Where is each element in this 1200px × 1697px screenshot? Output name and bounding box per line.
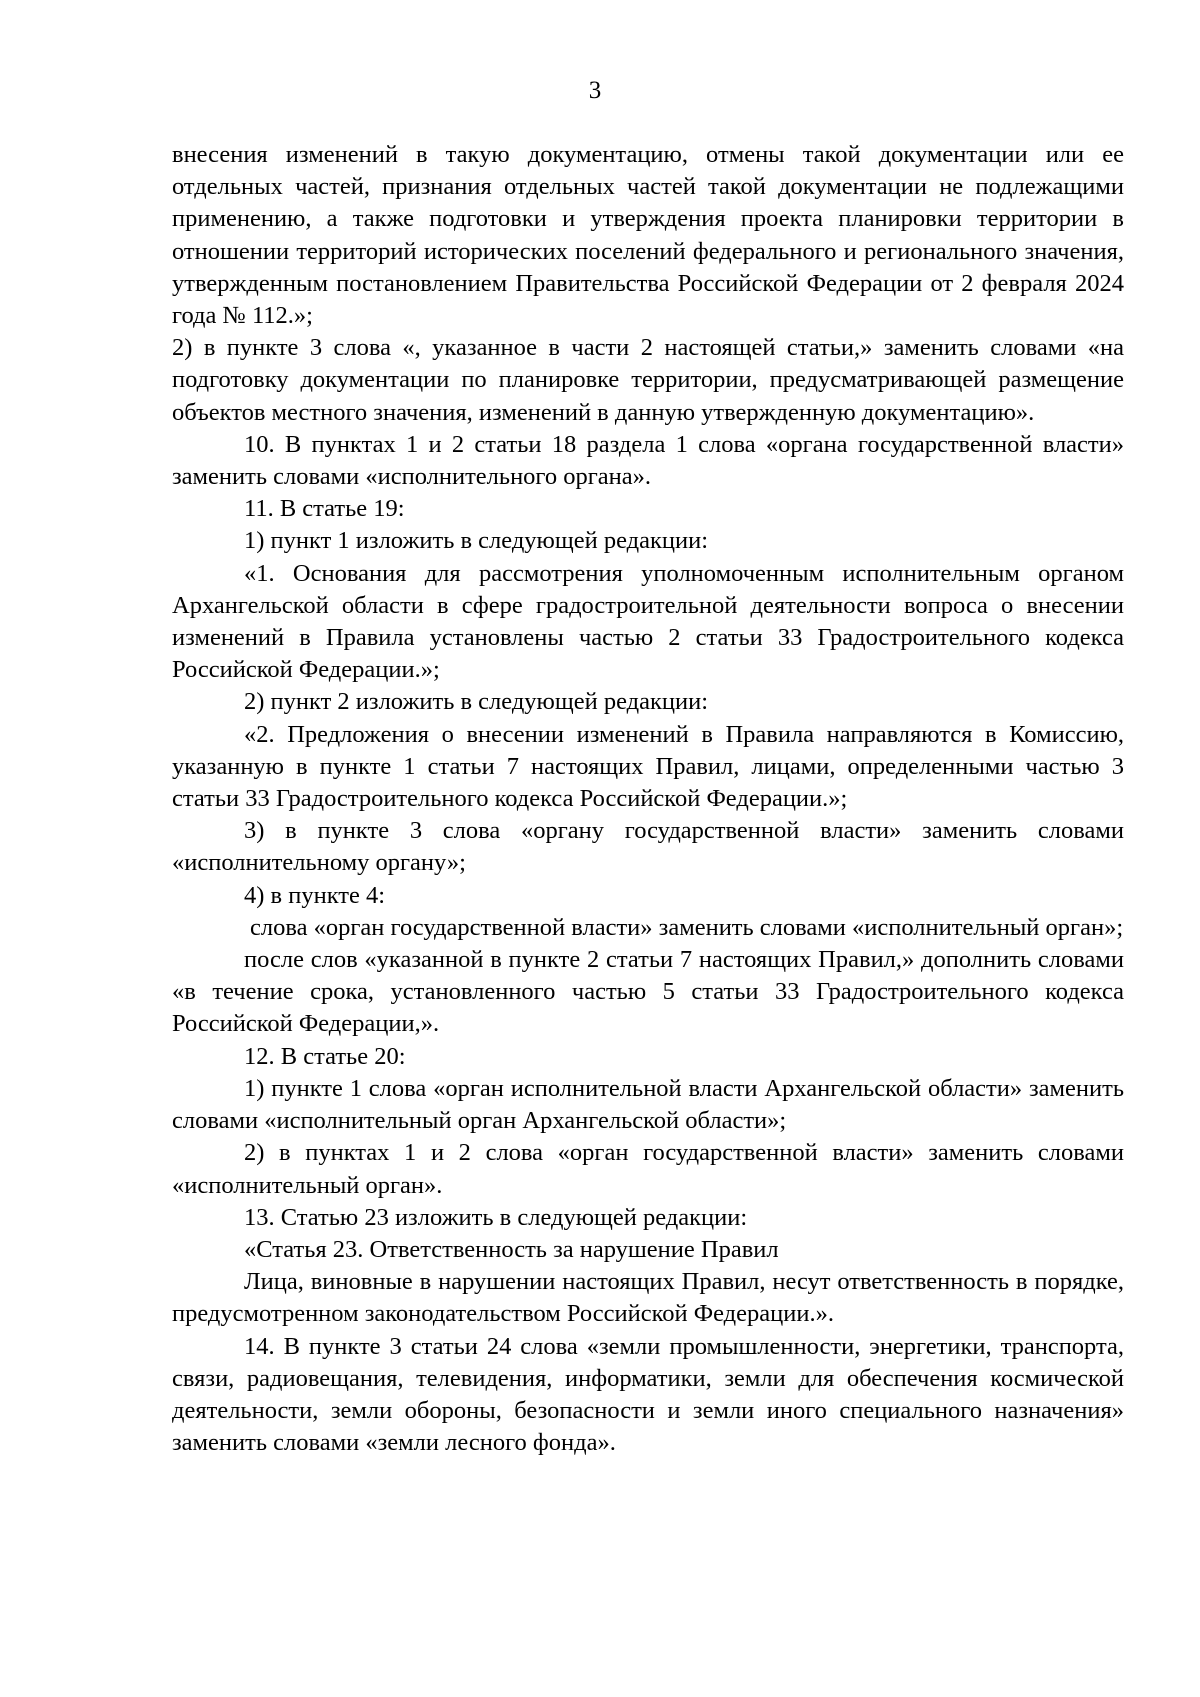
paragraph-item-13: 13. Статью 23 изложить в следующей редакции: (244, 1203, 748, 1231)
page-number: 3 (588, 77, 602, 104)
paragraph-article-23-title: «Статья 23. Ответственность за нарушение Правил (244, 1235, 779, 1263)
paragraph-item-10: 10. В пунктах 1 и 2 статьи 18 раздела 1 слова «органа государственной власти» заменить словами «исполнительного органа». (172, 430, 1124, 491)
paragraph-item-11-3: 3) в пункте 3 слова «органу государственной власти» заменить словами «исполнительному органу»; (172, 817, 1124, 877)
paragraph-item-11-4: 4) в пункте 4: (244, 881, 386, 909)
paragraph-quote-1: «1. Основания для рассмотрения уполномоченным исполнительным органом Архангельской области в сфере градостроительной деятельности вопроса о внесении изменений в Правила установлены частью 2 статьи 33 Градостроительного кодекса Российской Федерации.»; (172, 559, 1124, 684)
document-body (172, 139, 1124, 1459)
paragraph-continuation: внесения изменений в такую документацию, отмены такой документации или ее отдельных частей, признания отдельных частей такой документации не подлежащими применению, а также подготовки и утверждения проекта планировки территории в отношении территорий исторических поселений федерального и регионального значения, утвержденным постановлением Правительства Российской Федерации от 2 февраля 2024 года № 112.»; (172, 141, 1124, 330)
paragraph-item-11: 11. В статье 19: (244, 495, 405, 523)
paragraph-item-12-1: 1) пункте 1 слова «орган исполнительной власти Архангельской области» заменить словами «исполнительный орган Архангельской области»; (172, 1074, 1124, 1135)
paragraph-item-12-2: 2) в пунктах 1 и 2 слова «орган государственной власти» заменить словами «исполнительный орган». (172, 1139, 1124, 1199)
paragraph-item-11-4-after: после слов «указанной в пункте 2 статьи 7 настоящих Правил,» дополнить словами «в течение срока, установленного частью 5 статьи 33 Градостроительного кодекса Российской Федерации,». (172, 946, 1124, 1038)
paragraph-article-23-text: Лица, виновные в нарушении настоящих Правил, несут ответственность в порядке, предусмотренном законодательством Российской Федерации.». (172, 1268, 1124, 1328)
paragraph-item-14: 14. В пункте 3 статьи 24 слова «земли промышленности, энергетики, транспорта, связи, радиовещания, телевидения, информатики, земли для обеспечения космической деятельности, земли обороны, безопасности и земли иного специального назначения» заменить словами «земли лесного фонда». (172, 1332, 1124, 1457)
paragraph-item-11-2: 2) пункт 2 изложить в следующей редакции: (244, 688, 709, 716)
paragraph-quote-2: «2. Предложения о внесении изменений в Правила направляются в Комиссию, указанную в пункте 1 статьи 7 настоящих Правил, лицами, определенными частью 3 статьи 33 Градостроительного кодекса Российской Федерации.»; (172, 720, 1124, 813)
paragraph-item-11-1: 1) пункт 1 изложить в следующей редакции: (244, 527, 709, 555)
paragraph-item-2: 2) в пункте 3 слова «, указанное в части 2 настоящей статьи,» заменить словами «на подготовку документации по планировке территории, предусматривающей размещение объектов местного значения, изменений в данную утвержденную документацию». (172, 334, 1124, 426)
paragraph-item-12: 12. В статье 20: (244, 1042, 406, 1070)
paragraph-item-11-4-words: слова «орган государственной власти» заменить словами «исполнительный орган»; (250, 913, 1124, 941)
